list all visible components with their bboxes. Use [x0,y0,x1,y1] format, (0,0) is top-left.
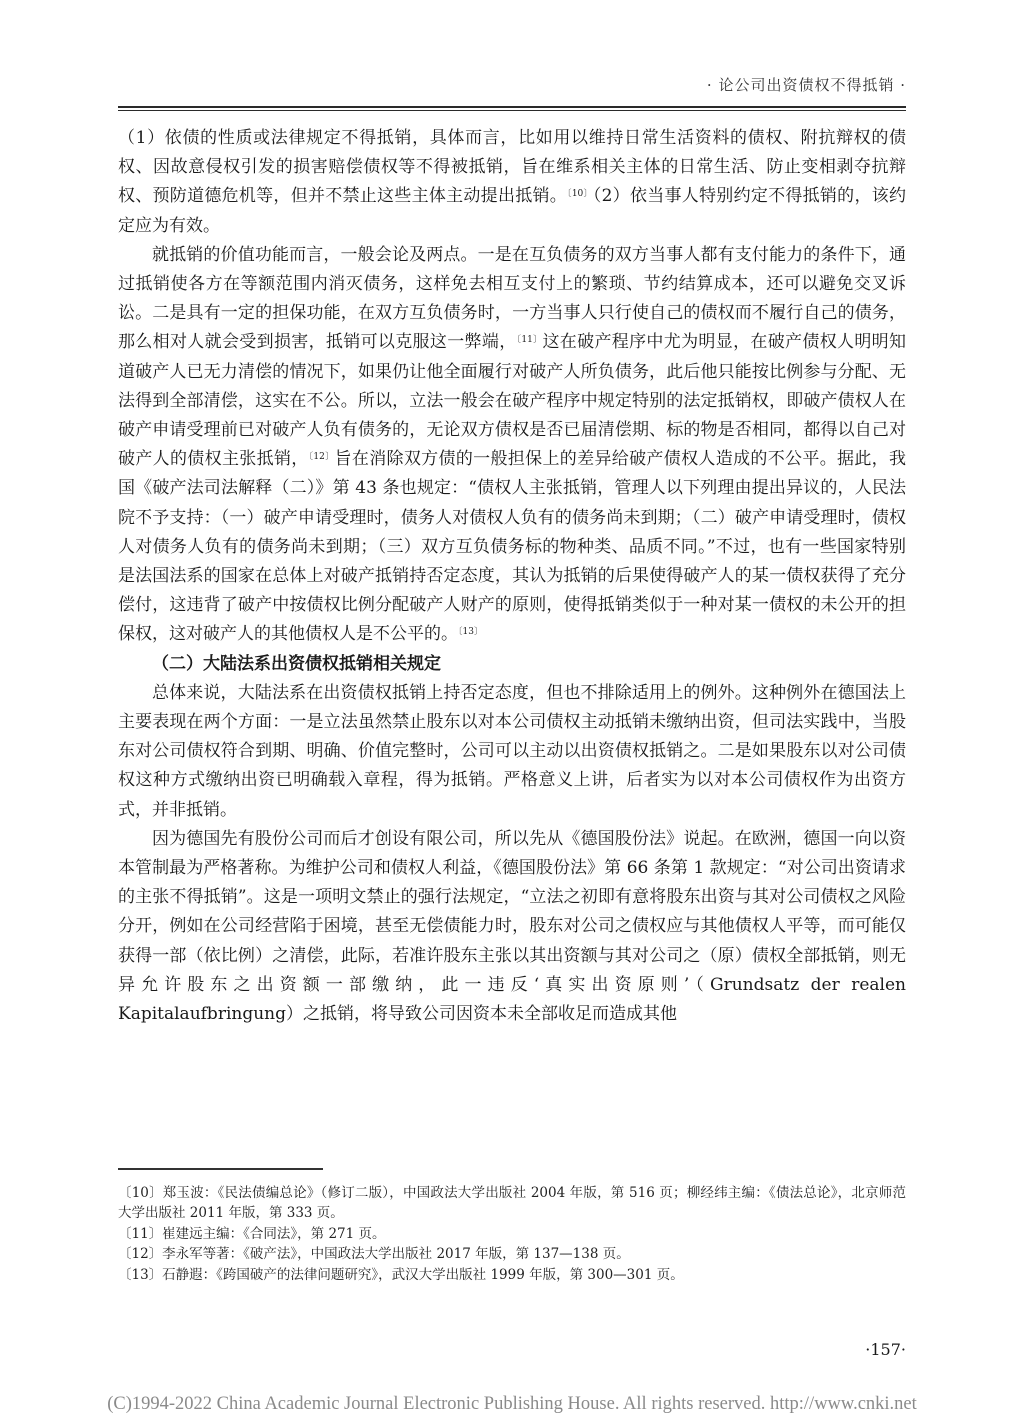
footnote-13: 〔13〕石静遐：《跨国破产的法律问题研究》，武汉大学出版社 1999 年版，第 300—301 页。 [118,1266,684,1283]
body-paragraph [118,825,906,1029]
copyright-watermark: (C)1994-2022 China Academic Journal Electronic Publishing House. All rights reserved. http://www.cnki.net [107,1394,917,1414]
footnote-reference: 〔11〕 [516,335,543,346]
running-header-title: · 论公司出资债权不得抵销 · [706,76,906,94]
text-run: （2）依当事人特别约定不得抵销的，该约定应为有效。 [118,186,906,236]
footnote-12: 〔12〕李永军等著：《破产法》，中国政法大学出版社 2017 年版，第 137—138 页。 [118,1246,630,1263]
article-body [118,124,906,1029]
footnote-reference: 〔10〕 [567,189,593,200]
footnote-10: 〔10〕郑玉波：《民法债编总论》（修订二版），中国政法大学出版社 2004 年版，第 516 页；柳经纬主编：《债法总论》，北京师范大学出版社 2011 年版，第 333 页。 [118,1185,906,1222]
body-paragraph [118,241,906,650]
footnote-reference: 〔12〕 [308,452,335,463]
header-rule [118,106,906,108]
body-paragraph [118,124,906,241]
body-paragraph [118,679,906,825]
text-run: （1）依债的性质或法律规定不得抵销，具体而言，比如用以维持日常生活资料的债权、附抗辩权的债权、因故意侵权引发的损害赔偿债权等不得被抵销，旨在维系相关主体的日常生活、防止变相剥夺抗辩权、预防道德危机等，但并不禁止这些主体主动提出抵销。 [118,128,906,207]
section-heading [118,650,906,679]
footnote-reference: 〔13〕 [458,627,483,638]
footnote-11: 〔11〕崔建远主编：《合同法》，第 271 页。 [118,1225,386,1242]
text-run: 就抵销的价值功能而言，一般会论及两点。一是在互负债务的双方当事人都有支付能力的条件下，通过抵销使各方在等额范围内消灭债务，这样免去相互支付上的繁琐、节约结算成本，还可以避免交叉诉讼。二是具有一定的担保功能，在双方互负债务时，一方当事人只行使自己的债权而不履行自己的债务，那么相对人就会受到损害，抵销可以克服这一弊端， [118,244,906,353]
text-run: 这在破产程序中尤为明显，在破产债权人明明知道破产人已无力清偿的情况下，如果仍让他全面履行对破产人所负债务，此后他只能按比例参与分配、无法得到全部清偿，这实在不公。所以，立法一般会在破产程序中规定特别的法定抵销权，即破产债权人在破产申请受理前已对破产人负有债务的，无论双方债权是否已届清偿期、标的物是否相同，都得以自己对破产人的债权主张抵销， [118,332,907,470]
text-run: 因为德国先有股份公司而后才创设有限公司，所以先从《德国股份法》说起。在欧洲，德国一向以资本管制最为严格著称。为维护公司和债权人利益，《德国股份法》第 66 条第 1 款规定：“对公司出资请求的主张不得抵销”。这是一项明文禁止的强行法规定，“立法之初即有意将股东出资与其对公司债权之风险分开，例如在公司经营陷于困境，甚至无偿债能力时，股东对公司之债权应与其他债权人平等，而可能仅获得一部（依比例）之清偿，此际，若准许股东主张以其出资额与其对公司之（原）债权全部抵销，则无异允许股东之出资额一部缴纳，此一违反‘真实出资原则’（Grundsatz der realen Kapitalaufbringung）之抵销，将导致公司因资本未全部收足而造成其他 [118,828,906,1025]
text-run: （二）大陆法系出资债权抵销相关规定 [152,653,441,674]
footnote-separator [118,1168,323,1170]
page-number: ·157· [865,1340,906,1359]
footnotes [118,1183,906,1285]
text-run: 旨在消除双方债的一般担保上的差异给破产债权人造成的不公平。据此，我国《破产法司法解释（二）》第 43 条也规定：“债权人主张抵销，管理人以下列理由提出异议的，人民法院不予支持：（一）破产申请受理时，债务人对债权人负有的债务尚未到期；（二）破产申请受理时，债权人对债务人负有的债务尚未到期；（三）双方互负债务标的物种类、品质不同。”不过，也有一些国家特别是法国法系的国家在总体上对破产抵销持否定态度，其认为抵销的后果使得破产人的某一债权获得了充分偿付，这违背了破产中按债权比例分配破产人财产的原则，使得抵销类似于一种对某一债权的未公开的担保权，这对破产人的其他债权人是不公平的。 [118,449,907,645]
text-run: 总体来说，大陆法系在出资债权抵销上持否定态度，但也不排除适用上的例外。这种例外在德国法上主要表现在两个方面：一是立法虽然禁止股东以对本公司债权主动抵销未缴纳出资，但司法实践中，当股东对公司债权符合到期、明确、价值完整时，公司可以主动以出资债权抵销之。二是如果股东以对公司债权这种方式缴纳出资已明确载入章程，得为抵销。严格意义上讲，后者实为以对本公司债权作为出资方式，并非抵销。 [118,682,906,820]
